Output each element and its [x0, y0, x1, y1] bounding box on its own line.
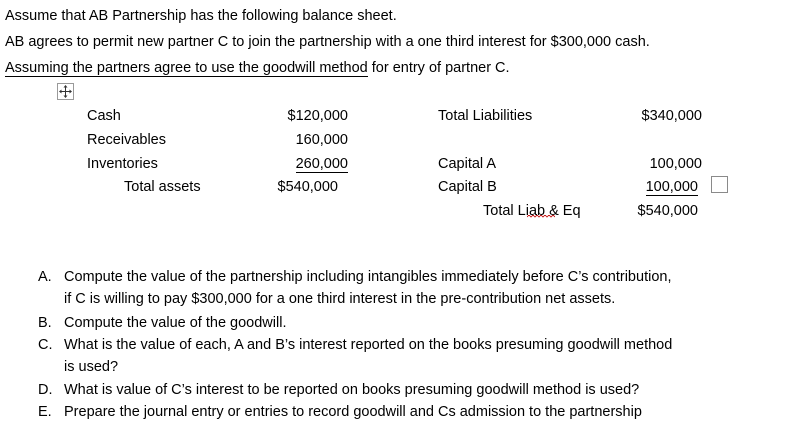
asset-value-receivables: 160,000 — [295, 132, 348, 148]
capital-b-label: Capital B — [438, 179, 497, 195]
asset-label-receivables: Receivables — [87, 132, 166, 148]
question-a-line-1: Compute the value of the partnership including intangibles immediately before C’s contribution, — [64, 269, 672, 285]
question-b-line-1: Compute the value of the goodwill. — [64, 315, 287, 331]
question-a-marker: A. — [38, 269, 52, 285]
question-d-line-1: What is value of C’s interest to be reported on books presuming goodwill method is used? — [64, 382, 640, 398]
spellcheck-squiggle-icon — [527, 215, 555, 218]
question-c-marker: C. — [38, 337, 53, 353]
intro-line-1: Assume that AB Partnership has the following balance sheet. — [5, 8, 397, 24]
intro-line-3 — [5, 59, 510, 77]
intro-line-3-rest: for entry of partner C. — [367, 60, 510, 76]
capital-a-label: Capital A — [438, 156, 497, 172]
table-move-handle-icon[interactable] — [57, 83, 74, 100]
question-e-marker: E. — [38, 404, 52, 420]
asset-label-inventories: Inventories — [87, 156, 158, 172]
question-a-line-2: if C is willing to pay $300,000 for a one third interest in the pre-contribution net assets. — [64, 291, 616, 307]
liabilities-value: $340,000 — [641, 108, 702, 124]
question-e-line-1: Prepare the journal entry or entries to record goodwill and Cs admission to the partnership — [64, 404, 642, 420]
capital-b-value: 100,000 — [645, 179, 698, 195]
total-assets-label: Total assets — [124, 179, 201, 195]
intro-line-3-underlined: Assuming the partners agree to use the goodwill method — [5, 60, 368, 76]
total-liab-eq-value: $540,000 — [637, 203, 698, 219]
asset-label-cash: Cash — [87, 108, 121, 124]
question-b-marker: B. — [38, 315, 52, 331]
question-c-line-2: is used? — [64, 359, 119, 375]
asset-value-inventories: 260,000 — [295, 156, 348, 172]
total-liab-eq-label: Total Liab & Eq — [483, 203, 581, 219]
content-checkbox[interactable] — [711, 176, 728, 193]
asset-value-inventories-wrap — [248, 155, 348, 173]
question-c-line-1: What is the value of each, A and B’s interest reported on the books presuming goodwill method — [64, 337, 673, 353]
asset-value-cash: $120,000 — [287, 108, 348, 124]
intro-line-2: AB agrees to permit new partner C to join the partnership with a one third interest for $300,000 cash. — [5, 34, 650, 50]
total-assets-value: $540,000 — [277, 179, 338, 195]
capital-a-value: 100,000 — [649, 156, 702, 172]
liabilities-label: Total Liabilities — [438, 108, 533, 124]
capital-b-value-wrap — [598, 178, 698, 196]
question-d-marker: D. — [38, 382, 53, 398]
